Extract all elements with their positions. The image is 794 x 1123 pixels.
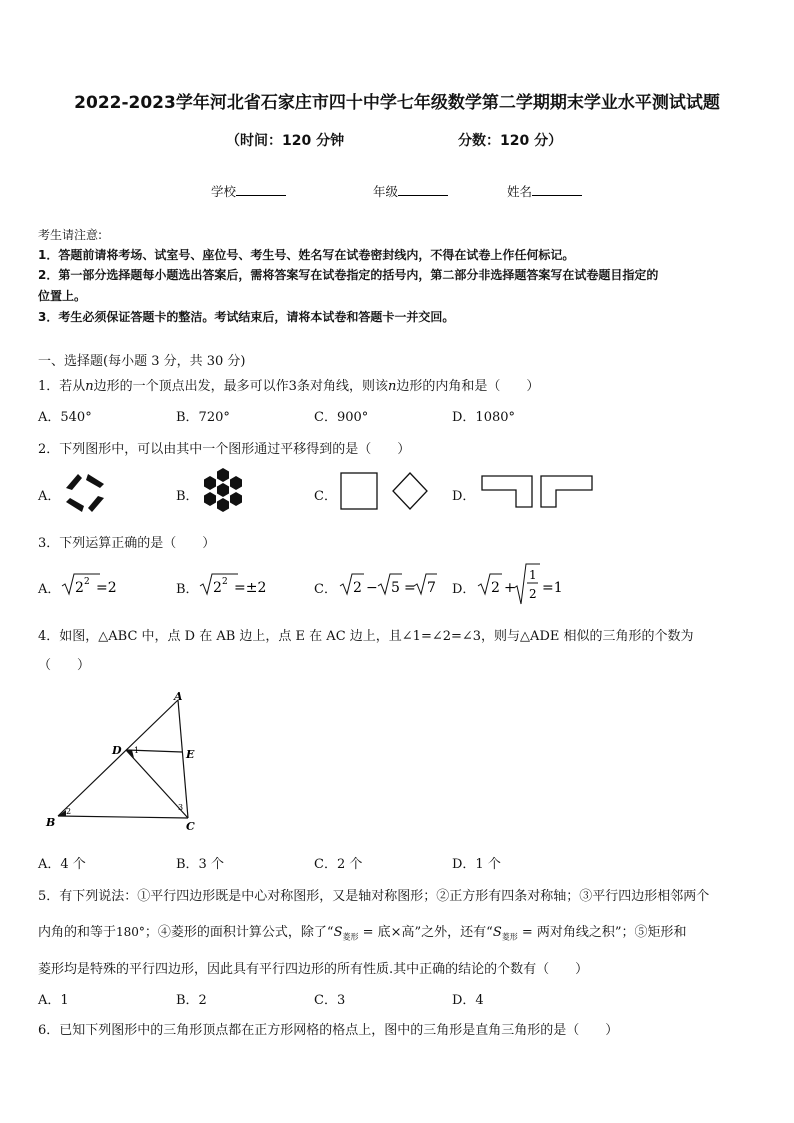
q1-mid3: 边形的内角和是（ ） <box>396 379 540 394</box>
q5-eq1: = 底×高”之外，还有“ <box>358 925 493 940</box>
question-5-line-2 <box>38 921 687 943</box>
svg-text:2: 2 <box>84 577 90 587</box>
svg-text:2: 2 <box>491 580 500 596</box>
grade-blank[interactable] <box>398 183 448 196</box>
svg-text:7: 7 <box>427 580 436 596</box>
label-e: E <box>186 748 195 761</box>
notice-item-3: 3．考生必须保证答题卡的整洁。考试结束后，请将本试卷和答题卡一并交回。 <box>38 310 455 324</box>
q2-option-b-label[interactable]: B． <box>176 489 199 504</box>
q3-option-a-expr <box>60 566 122 600</box>
question-3: 3．下列运算正确的是（ ） <box>38 536 216 551</box>
q5-option-b[interactable]: B．2 <box>176 993 207 1008</box>
q5-s1: S <box>333 925 343 940</box>
q5-sub2: 菱形 <box>501 932 518 942</box>
q3-option-c-expr <box>338 566 438 600</box>
q5-option-d[interactable]: D．4 <box>452 993 484 1008</box>
school-blank[interactable] <box>236 183 286 196</box>
q5-option-c[interactable]: C．3 <box>314 993 346 1008</box>
q3-option-c-label[interactable]: C． <box>314 582 337 597</box>
q3-option-d-label[interactable]: D． <box>452 582 476 597</box>
q3-a-rhs: =2 <box>96 580 117 596</box>
grade-field[interactable] <box>373 182 448 200</box>
section-heading: 一、选择题(每小题 3 分，共 30 分) <box>38 354 246 369</box>
q2-option-d-label[interactable]: D． <box>452 489 476 504</box>
q5-sub1: 菱形 <box>342 932 359 942</box>
q2-option-c-label[interactable]: C． <box>314 489 337 504</box>
label-d: D <box>112 744 122 757</box>
hexagon-cluster-figure <box>198 466 248 514</box>
q4-option-b[interactable]: B．3 个 <box>176 857 224 872</box>
question-6: 6．已知下列图形中的三角形顶点都在正方形网格的格点上，图中的三角形是直角三角形的是（ ） <box>38 1023 619 1038</box>
q5-eq2: = 两对角线之积”；⑤矩形和 <box>517 925 687 940</box>
name-blank[interactable] <box>532 183 582 196</box>
q4-option-c[interactable]: C．2 个 <box>314 857 363 872</box>
question-5-line-1: 5．有下列说法：①平行四边形既是中心对称图形，又是轴对称图形；②正方形有四条对称轴；③平行四边形相邻两个 <box>38 889 710 904</box>
svg-text:2: 2 <box>529 587 537 601</box>
q1-three: 3 <box>288 379 297 394</box>
svg-text:2: 2 <box>353 580 362 596</box>
grade-label: 年级 <box>373 184 399 199</box>
label-c: C <box>186 820 195 833</box>
q1-option-d[interactable]: D．1080° <box>452 410 516 425</box>
score-label: 分数：120 分） <box>458 133 563 149</box>
q2-option-a-label[interactable]: A． <box>38 489 61 504</box>
angle-2-label: 2 <box>66 807 72 816</box>
q3-option-b-label[interactable]: B． <box>176 582 199 597</box>
q3-d-rhs: =1 <box>542 580 563 596</box>
school-field[interactable] <box>211 182 286 200</box>
square-and-diamond-figure <box>338 470 432 512</box>
svg-text:5: 5 <box>391 580 400 596</box>
q3-option-b-expr <box>198 566 270 600</box>
q3-option-a-label[interactable]: A． <box>38 582 61 597</box>
q3-c-eq: = <box>404 580 416 596</box>
q5-degree: 180° <box>116 925 145 939</box>
school-label: 学校 <box>211 184 237 199</box>
q5-s2: S <box>492 925 502 940</box>
q1-n2: n <box>387 379 397 394</box>
q1-n: n <box>85 379 94 394</box>
name-label: 姓名 <box>507 184 533 199</box>
label-a: A <box>174 690 183 703</box>
q1-option-a[interactable]: A．540° <box>38 410 92 425</box>
q5-text-b: ；④菱形的面积计算公式，除了“ <box>144 925 334 940</box>
page-title: 2022-2023学年河北省石家庄市四十中学七年级数学第二学期期末学业水平测试试题 <box>74 93 720 113</box>
q5-option-a[interactable]: A．1 <box>38 993 69 1008</box>
q1-pre: 1．若从 <box>38 379 86 394</box>
question-5-line-3: 菱形均是特殊的平行四边形，因此具有平行四边形的所有性质.其中正确的结论的个数有（ ） <box>38 962 589 977</box>
question-4: 4．如图，△ABC 中，点 D 在 AB 边上，点 E 在 AC 边上，且∠1=∠2=∠3，则与△ADE 相似的三角形的个数为 <box>38 629 694 644</box>
q3-b-rhs: =±2 <box>234 580 267 596</box>
pinwheel-figure <box>62 470 108 516</box>
q1-mid1: 边形的一个顶点出发，最多可以作 <box>93 379 289 394</box>
angle-3-label: 3 <box>178 803 184 812</box>
q1-option-b[interactable]: B．720° <box>176 410 230 425</box>
q4-option-a[interactable]: A．4 个 <box>38 857 86 872</box>
notice-heading: 考生请注意: <box>38 228 103 242</box>
svg-text:2: 2 <box>213 580 222 596</box>
triangle-figure <box>36 688 216 836</box>
notice-item-1: 1．答题前请将考场、试室号、座位号、考生号、姓名写在试卷密封线内，不得在试卷上作任何标记。 <box>38 248 575 262</box>
angle-1-label: 1 <box>134 746 140 755</box>
q1-option-c[interactable]: C．900° <box>314 410 369 425</box>
notice-item-2: 2．第一部分选择题每小题选出答案后，需将答案写在试卷指定的括号内，第二部分非选择题答案写在试卷题目指定的 <box>38 268 659 282</box>
svg-text:2: 2 <box>222 577 228 587</box>
svg-text:2: 2 <box>75 580 84 596</box>
svg-text:+: + <box>504 580 516 596</box>
svg-text:−: − <box>366 580 378 596</box>
notice-item-2-cont: 位置上。 <box>38 289 87 303</box>
name-field[interactable] <box>507 182 582 200</box>
question-2: 2．下列图形中，可以由其中一个图形通过平移得到的是（ ） <box>38 442 411 457</box>
svg-text:1: 1 <box>529 568 537 582</box>
l-shapes-figure <box>478 472 596 512</box>
label-b: B <box>46 816 56 829</box>
time-label: （时间：120 分钟 <box>226 133 345 149</box>
question-4-paren: （ ） <box>38 658 91 673</box>
q1-mid2: 条对角线，则该 <box>296 379 388 394</box>
q4-option-d[interactable]: D．1 个 <box>452 857 501 872</box>
q5-text-a: 内角的和等于 <box>38 925 117 940</box>
question-1 <box>38 375 539 394</box>
q3-option-d-expr <box>476 560 566 608</box>
